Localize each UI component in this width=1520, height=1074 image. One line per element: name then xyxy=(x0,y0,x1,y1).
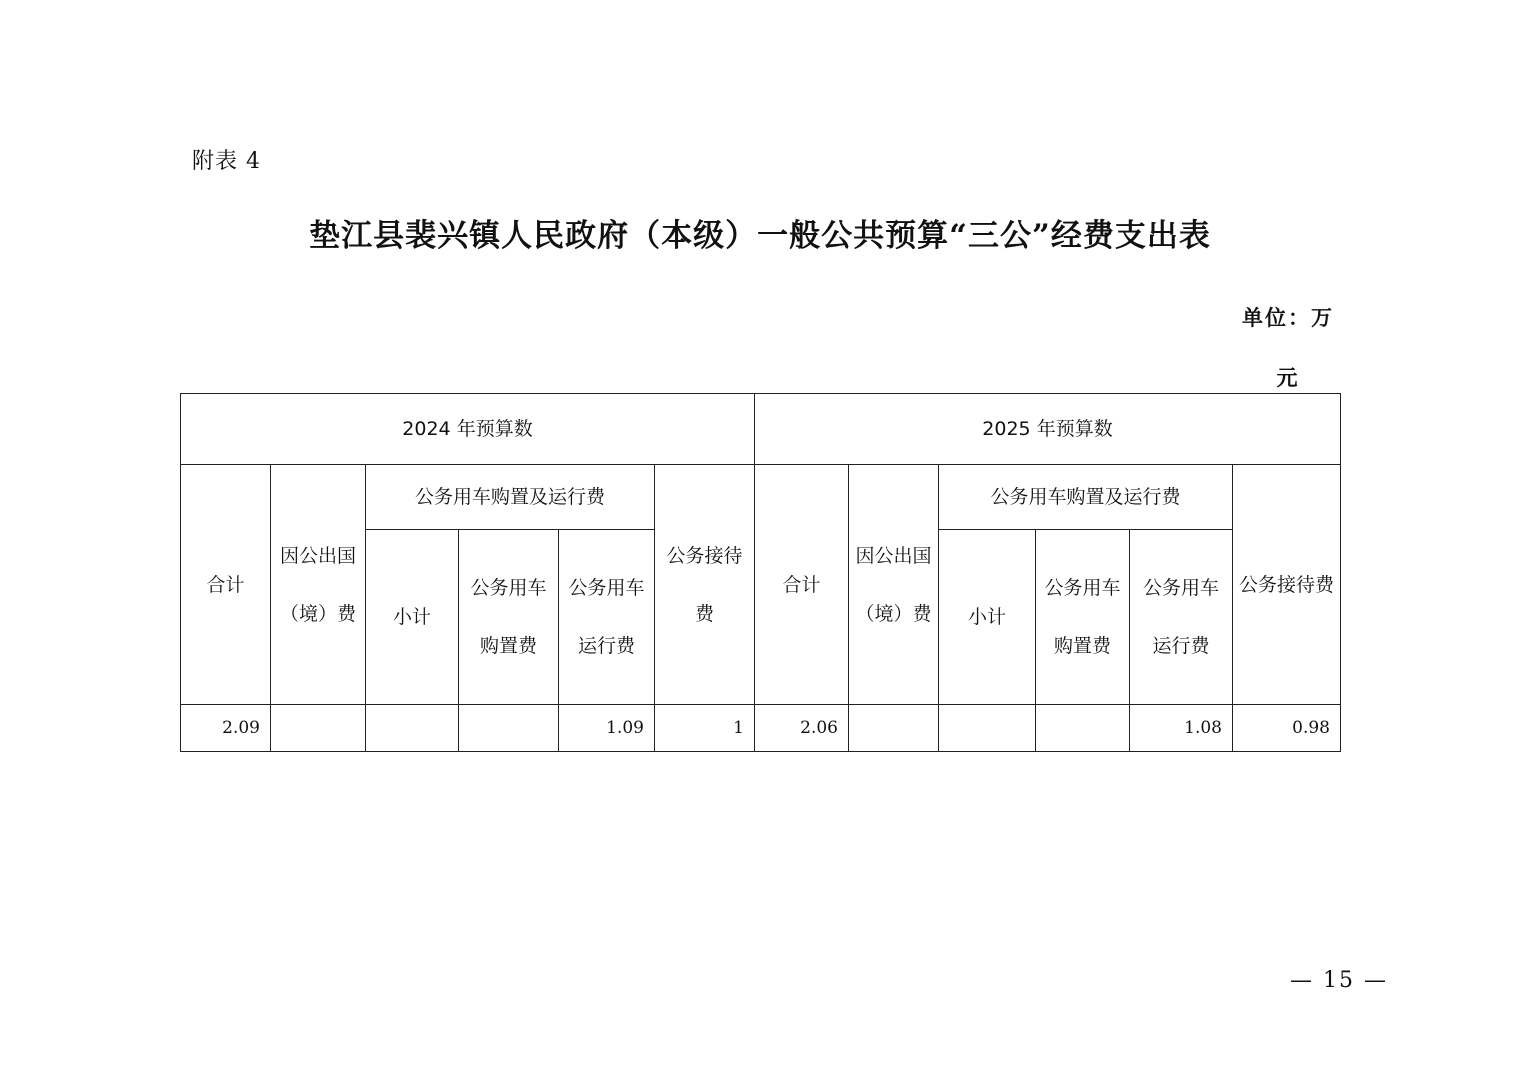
header-overseas-2024: 因公出国（境）费 xyxy=(271,465,366,705)
year-header-row xyxy=(181,394,1341,465)
header-car-group-2025: 公务用车购置及运行费 xyxy=(939,465,1233,530)
header-total-2025: 合计 xyxy=(755,465,849,705)
unit-note: 单位：万元 xyxy=(1242,305,1334,390)
header-car-purchase-2025: 公务用车购置费 xyxy=(1036,530,1130,705)
header-car-purchase-2024: 公务用车购置费 xyxy=(459,530,559,705)
header-reception-2025: 公务接待费 xyxy=(1233,465,1341,705)
column-header-row xyxy=(181,465,1341,530)
cell-overseas-2025 xyxy=(849,705,939,752)
cell-overseas-2024 xyxy=(271,705,366,752)
cell-reception-2025: 0.98 xyxy=(1233,705,1341,752)
header-subtotal-2025: 小计 xyxy=(939,530,1036,705)
year-header-2025: 2025 年预算数 xyxy=(755,394,1341,465)
header-car-operation-2025: 公务用车运行费 xyxy=(1130,530,1233,705)
header-car-operation-2024: 公务用车运行费 xyxy=(559,530,655,705)
header-total-2024: 合计 xyxy=(181,465,271,705)
year-header-2024: 2024 年预算数 xyxy=(181,394,755,465)
cell-car-purchase-2024 xyxy=(459,705,559,752)
cell-subtotal-2025 xyxy=(939,705,1036,752)
cell-car-operation-2025: 1.08 xyxy=(1130,705,1233,752)
header-reception-2024: 公务接待费 xyxy=(655,465,755,705)
header-car-group-2024: 公务用车购置及运行费 xyxy=(366,465,655,530)
attachment-label: 附表 4 xyxy=(192,149,261,174)
cell-total-2024: 2.09 xyxy=(181,705,271,752)
page-title: 垫江县裴兴镇人民政府（本级）一般公共预算“三公”经费支出表 xyxy=(309,218,1211,254)
table-row xyxy=(181,705,1341,752)
header-overseas-2025: 因公出国（境）费 xyxy=(849,465,939,705)
cell-car-purchase-2025 xyxy=(1036,705,1130,752)
cell-total-2025: 2.06 xyxy=(755,705,849,752)
cell-subtotal-2024 xyxy=(366,705,459,752)
cell-reception-2024: 1 xyxy=(655,705,755,752)
cell-car-operation-2024: 1.09 xyxy=(559,705,655,752)
page-number: — 15 — xyxy=(1290,968,1388,993)
header-subtotal-2024: 小计 xyxy=(366,530,459,705)
budget-table xyxy=(180,393,1341,752)
